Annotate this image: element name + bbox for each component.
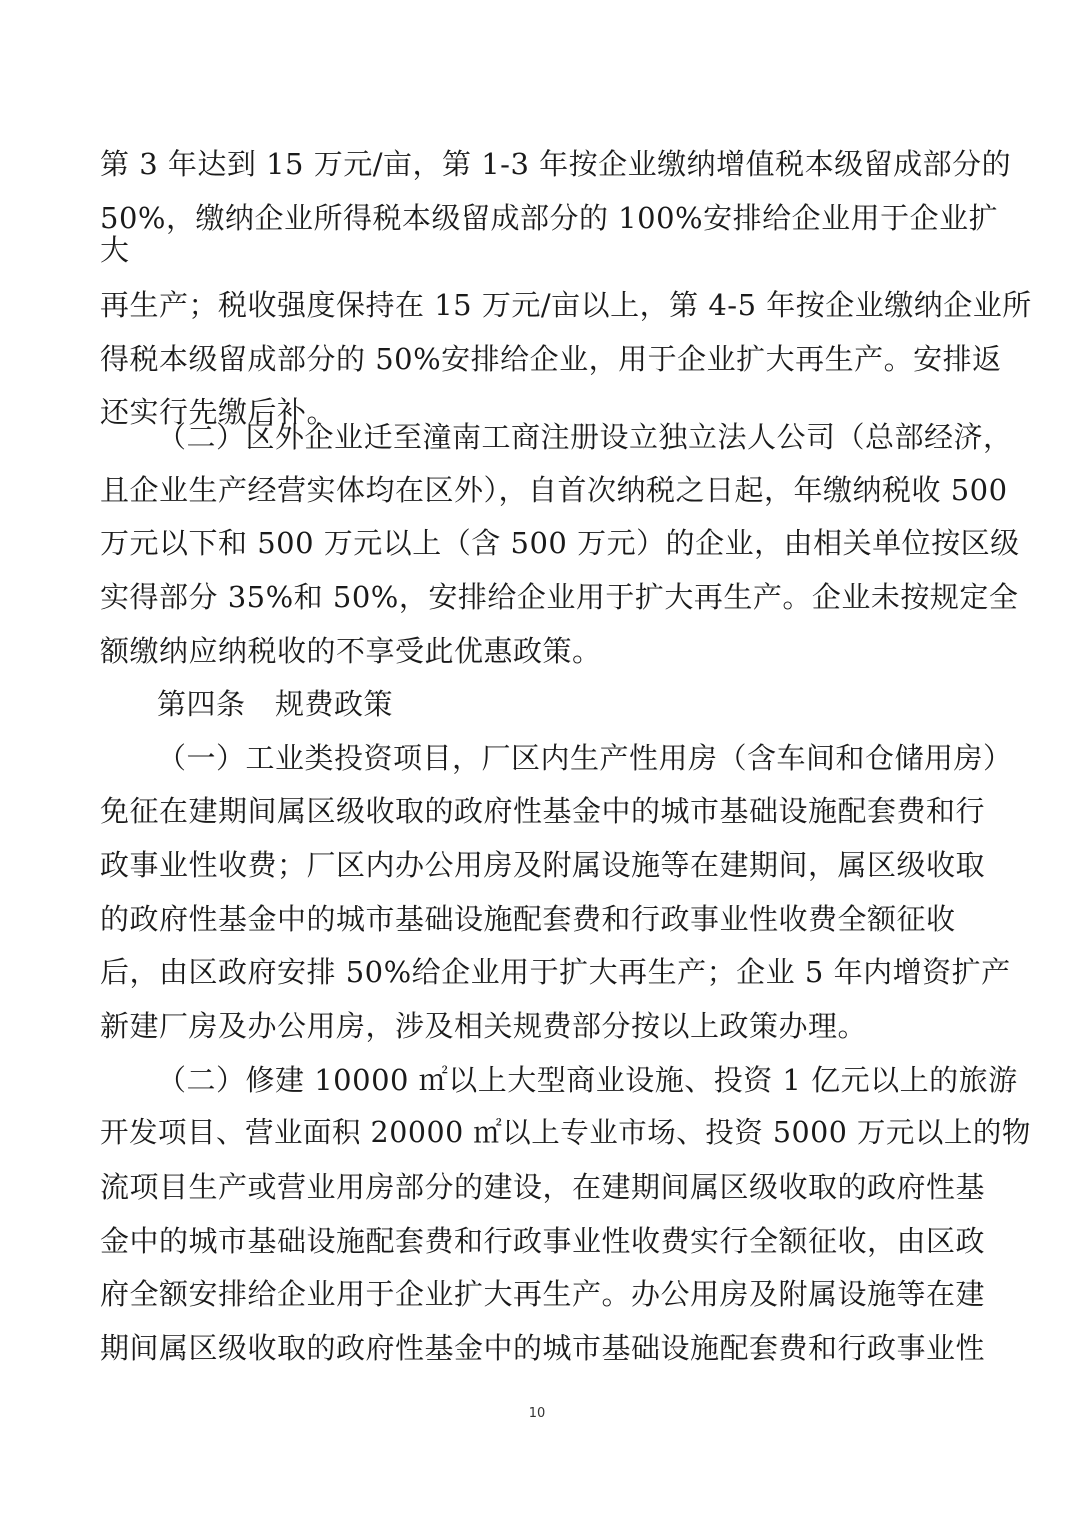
page-number: 10 bbox=[528, 1406, 546, 1421]
text-line: 免征在建期间属区级收取的政府性基金中的城市基础设施配套费和行 bbox=[100, 794, 986, 828]
text-line: 开发项目、营业面积 20000 ㎡以上专业市场、投资 5000 万元以上的物 bbox=[100, 1116, 1031, 1149]
text-line: 50%，缴纳企业所得税本级留成部分的 100%安排给企业用于企业扩 bbox=[100, 201, 999, 235]
text-line: 金中的城市基础设施配套费和行政事业性收费实行全额征收，由区政 bbox=[100, 1224, 986, 1258]
text-line: 的政府性基金中的城市基础设施配套费和行政事业性收费全额征收 bbox=[100, 902, 956, 936]
text-line: 大 bbox=[100, 233, 130, 267]
text-line: 万元以下和 500 万元以上（含 500 万元）的企业，由相关单位按区级 bbox=[100, 526, 1020, 560]
text-line: 再生产；税收强度保持在 15 万元/亩以上，第 4-5 年按企业缴纳企业所 bbox=[100, 288, 1032, 322]
text-line: 后，由区政府安排 50%给企业用于扩大再生产；企业 5 年内增资扩产 bbox=[100, 955, 1011, 989]
text-line: 府全额安排给企业用于企业扩大再生产。办公用房及附属设施等在建 bbox=[100, 1277, 986, 1311]
paragraph-first-line: （二）修建 10000 ㎡以上大型商业设施、投资 1 亿元以上的旅游 bbox=[157, 1063, 1018, 1097]
text-line: 额缴纳应纳税收的不享受此优惠政策。 bbox=[100, 634, 602, 668]
text-line: 且企业生产经营实体均在区外），自首次纳税之日起，年缴纳税收 500 bbox=[100, 473, 1008, 507]
section-heading: 第四条 规费政策 bbox=[157, 687, 394, 721]
text-line: 流项目生产或营业用房部分的建设，在建期间属区级收取的政府性基 bbox=[100, 1170, 986, 1204]
text-line: 期间属区级收取的政府性基金中的城市基础设施配套费和行政事业性 bbox=[100, 1331, 986, 1365]
text-line: 新建厂房及办公用房，涉及相关规费部分按以上政策办理。 bbox=[100, 1009, 868, 1043]
paragraph-first-line: （二）区外企业迁至潼南工商注册设立独立法人公司（总部经济， bbox=[157, 420, 1013, 454]
text-line: 还实行先缴后补。 bbox=[100, 395, 337, 429]
paragraph-first-line: （一）工业类投资项目，厂区内生产性用房（含车间和仓储用房） bbox=[157, 741, 1013, 775]
text-line: 第 3 年达到 15 万元/亩，第 1-3 年按企业缴纳增值税本级留成部分的 bbox=[100, 147, 1012, 181]
text-line: 得税本级留成部分的 50%安排给企业，用于企业扩大再生产。安排返 bbox=[100, 342, 1002, 376]
text-line: 实得部分 35%和 50%，安排给企业用于扩大再生产。企业未按规定全 bbox=[100, 580, 1019, 614]
text-line: 政事业性收费；厂区内办公用房及附属设施等在建期间，属区级收取 bbox=[100, 848, 986, 882]
